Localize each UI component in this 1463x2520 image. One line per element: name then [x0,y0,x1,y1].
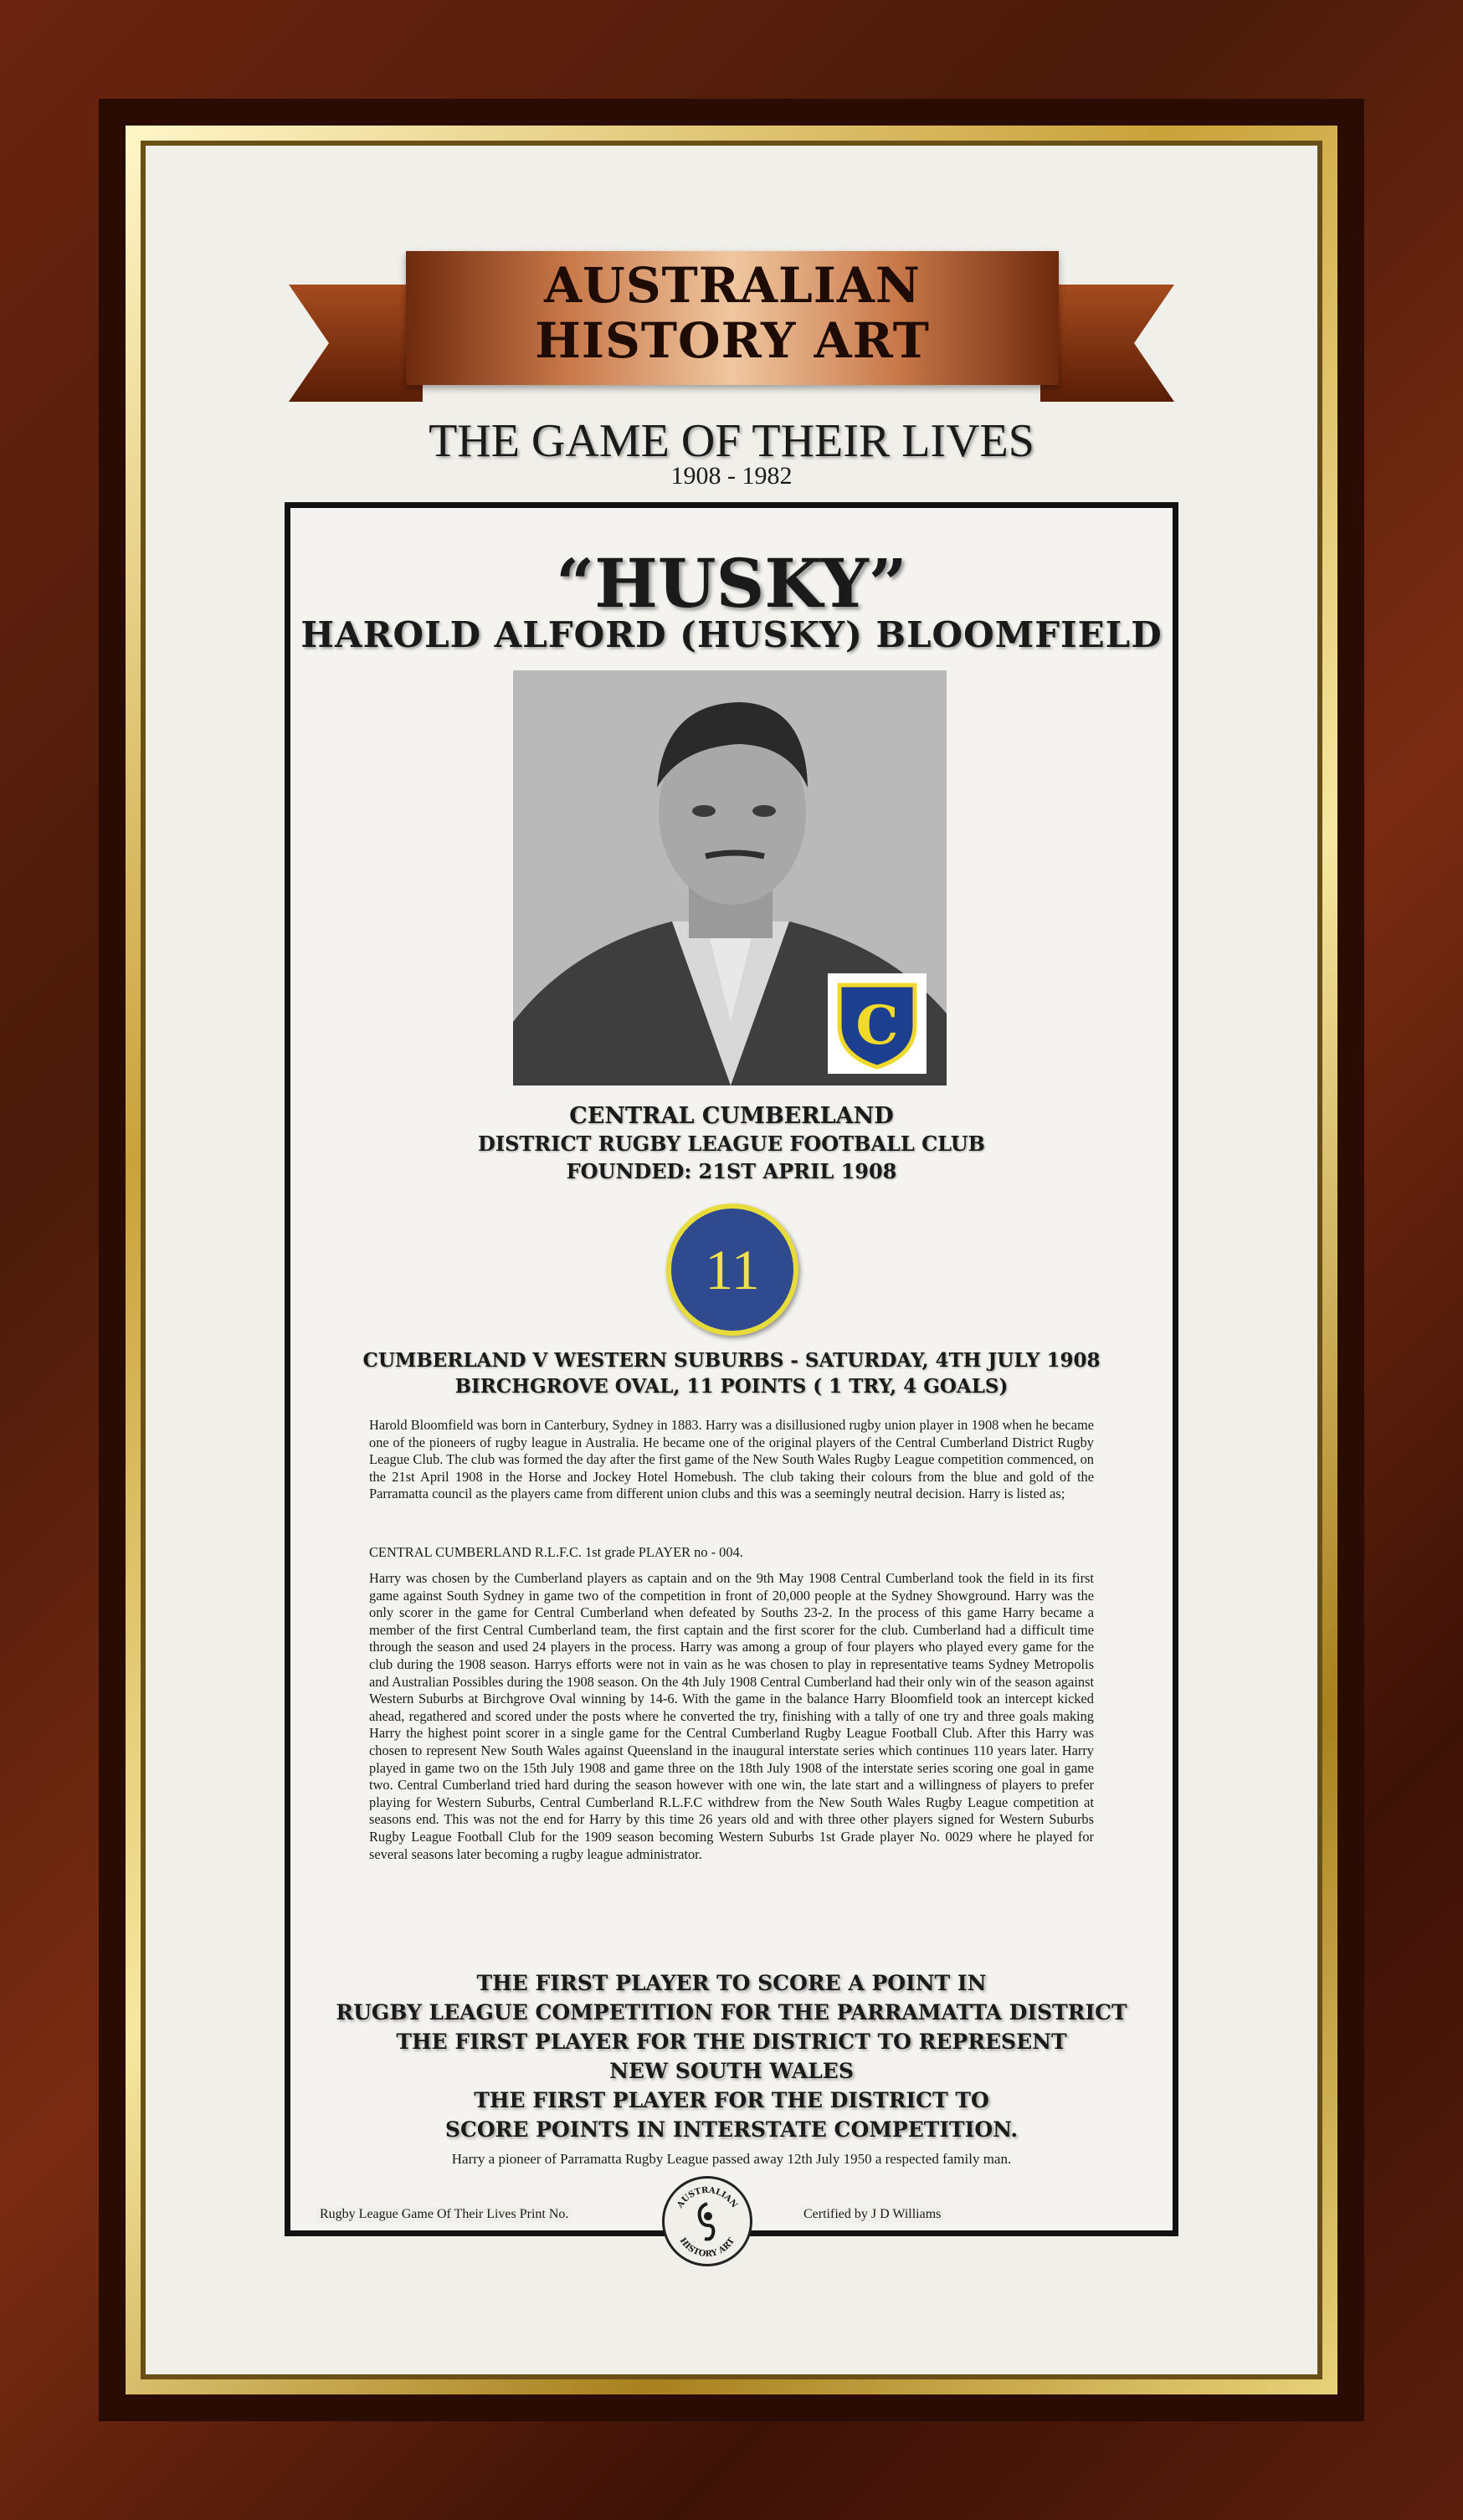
achievement-line: RUGBY LEAGUE COMPETITION FOR THE PARRAMATTA DISTRICT [336,2000,1127,2025]
closing-note: Harry a pioneer of Parramatta Rugby League passed away 12th July 1950 a respected family man. [451,2151,1012,2167]
achievements-block [285,1968,1178,2144]
club-full-name: DISTRICT RUGBY LEAGUE FOOTBALL CLUB [478,1132,985,1156]
player-full-name: HAROLD ALFORD (HUSKY) BLOOMFIELD [300,614,1163,655]
player-nickname: “HUSKY” [556,544,907,623]
achievement-line: THE FIRST PLAYER TO SCORE A POINT IN [476,1971,987,1995]
achievement-line: THE FIRST PLAYER FOR THE DISTRICT TO REPRESENT [396,2030,1067,2054]
player-number-badge: 11 [666,1204,798,1336]
achievement-line: SCORE POINTS IN INTERSTATE COMPETITION. [444,2117,1019,2142]
logo-seal [665,2179,750,2264]
club-name: CENTRAL CUMBERLAND [569,1103,894,1129]
logo-text-bottom: HISTORY ART [677,2236,737,2260]
banner-title [406,258,1059,368]
banner-title-line2: HISTORY ART [535,312,930,369]
shield-icon [828,973,927,1074]
club-badge [828,973,927,1074]
bio-player-listing: CENTRAL CUMBERLAND R.L.F.C. 1st grade PLAYER no - 004. [369,1544,743,1560]
australian-history-art-logo [662,2176,752,2266]
achievement-line: THE FIRST PLAYER FOR THE DISTRICT TO [474,2088,989,2112]
match-headline: CUMBERLAND V WESTERN SUBURBS - SATURDAY, 4TH JULY 1908 [362,1349,1101,1372]
match-details: BIRCHGROVE OVAL, 11 POINTS ( 1 TRY, 4 GOALS) [454,1375,1009,1398]
club-founded: FOUNDED: 21ST APRIL 1908 [566,1159,897,1183]
svg-text:AUSTRALIAN [675,2186,739,2210]
certified-by-label: Certified by J D Williams [800,2207,944,2222]
banner-title-line1: AUSTRALIAN [544,257,921,314]
print-number-label: Rugby League Game Of Their Lives Print No. [316,2207,572,2222]
series-title: THE GAME OF THEIR LIVES [429,415,1034,467]
series-years: 1908 - 1982 [670,462,793,490]
logo-text-top: AUSTRALIAN [675,2185,739,2210]
club-badge-letter: C [855,994,899,1057]
bio-paragraph-1: Harold Bloomfield was born in Canterbury, Sydney in 1883. Harry was a disillusioned rugby union player in 1908 when he became one of the pioneers of rugby league in Australia. He became one of the original players of the Central Cumberland District Rugby League Club. The club was formed the day after the first game of the New South Wales Rugby League competition commenced, on the 21st April 1908 in the Horse and Jockey Hotel Homebush. The club taking their colours from the blue and gold of the Parramatta council as the players came from different union clubs and this was a seemingly neutral decision. Harry is listed as; [369,1417,1094,1502]
achievement-line: NEW SOUTH WALES [609,2059,854,2083]
bio-paragraph-2: Harry was chosen by the Cumberland players as captain and on the 9th May 1908 Central Cumberland took the field in its first game against South Sydney in game two of the competition in front of 20,000 people at the Sydney Showground. Harry was the only scorer in the game for Central Cumberland when defeated by Souths 23-2. In the process of this game Harry became a member of the first Central Cumberland team, the first captain and the first scorer for the club. Cumberland had a difficult time through the season and used 24 players in the process. Harry was among a group of four players who played every game for the club during the 1908 season. Harrys efforts were not in vain as he was chosen to play in representative teams Sydney Metropolis and Australian Possibles during the 1908 season. On the 4th July 1908 Central Cumberland had their only win of the season against Western Suburbs at Birchgrove Oval winning by 14-6. With the game in the balance Harry Bloomfield took an intercept kicked ahead, regathered and scored under the posts where he converted the try, finishing with a tally of one try and three goals making Harry the highest point scorer in a single game for the Central Cumberland Rugby League Football Club. After this Harry was chosen to represent New South Wales against Queensland in the inaugural interstate series which continues 110 years later. Harry played in game two on the 15th July 1908 and game three on the 18th July 1908 of the interstate series scoring one goal in game two. Central Cumberland tried hard during the season however with one win, the late start and a willingness of players to prefer playing for Western Suburbs, Central Cumberland R.L.F.C withdrew from the New South Wales Rugby League competition at seasons end. This was not the end for Harry by this time 26 years old and with three other players signed for Western Suburbs Rugby League Football Club for the 1909 season becoming Western Suburbs 1st Grade player No. 0029 where he played for several seasons later becoming a rugby league administrator. [369,1570,1094,1862]
